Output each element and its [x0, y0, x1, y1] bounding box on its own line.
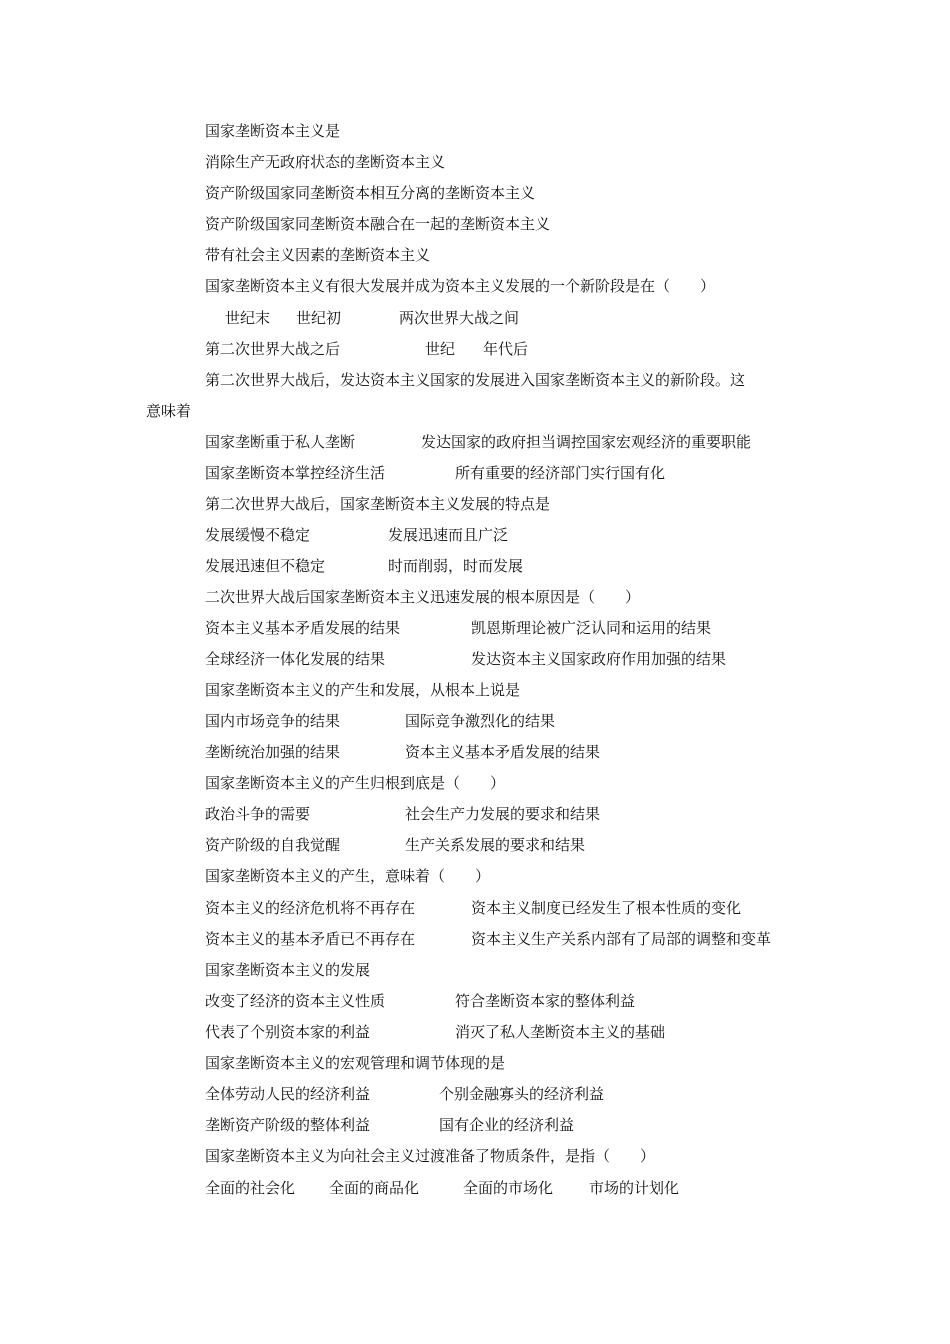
- question-stem: 国家垄断资本主义的产生归根到底是（ ）: [205, 774, 506, 792]
- option-a: 全体劳动人民的经济利益: [205, 1085, 371, 1103]
- option-b: 国有企业的经济利益: [439, 1116, 575, 1134]
- option-a: 全面的社会化: [205, 1179, 296, 1197]
- option-b: 全面的商品化: [329, 1179, 420, 1197]
- question-stem: 国家垄断资本主义的发展: [205, 961, 371, 979]
- option-b: 发达资本主义国家政府作用加强的结果: [471, 650, 727, 668]
- question-stem: 二次世界大战后国家垄断资本主义迅速发展的根本原因是（ ）: [205, 588, 641, 606]
- option-a: 全球经济一体化发展的结果: [205, 650, 386, 668]
- option-c: 全面的市场化: [463, 1179, 554, 1197]
- option-a: 改变了经济的资本主义性质: [205, 992, 386, 1010]
- option-b: 生产关系发展的要求和结果: [405, 836, 586, 854]
- option-b: 符合垄断资本家的整体利益: [455, 992, 636, 1010]
- option-b: 世纪初: [296, 309, 342, 327]
- option-a: 世纪末: [225, 309, 271, 327]
- option-a: 发展迅速但不稳定: [205, 557, 326, 575]
- question-stem: 国家垄断资本主义的产生，意味着（ ）: [205, 867, 491, 885]
- option-a: 政治斗争的需要: [205, 805, 311, 823]
- option-b: 社会生产力发展的要求和结果: [405, 805, 601, 823]
- question-stem: 国家垄断资本主义是: [205, 122, 341, 140]
- option-line: 消除生产无政府状态的垄断资本主义: [205, 153, 446, 171]
- option-a: 垄断统治加强的结果: [205, 743, 341, 761]
- option-a: 资产阶级的自我觉醒: [205, 836, 341, 854]
- option-line: 资产阶级国家同垄断资本相互分离的垄断资本主义: [205, 184, 536, 202]
- option-c: 年代后: [483, 340, 529, 358]
- option-b: 凯恩斯理论被广泛认同和运用的结果: [471, 619, 712, 637]
- question-stem: 国家垄断资本主义的宏观管理和调节体现的是: [205, 1054, 506, 1072]
- option-b: 所有重要的经济部门实行国有化: [455, 464, 666, 482]
- option-d: 市场的计划化: [589, 1179, 680, 1197]
- option-a: 代表了个别资本家的利益: [205, 1023, 371, 1041]
- option-b: 国际竞争激烈化的结果: [405, 712, 556, 730]
- option-a: 垄断资产阶级的整体利益: [205, 1116, 371, 1134]
- question-stem: 第二次世界大战后，国家垄断资本主义发展的特点是: [205, 495, 551, 513]
- question-stem: 国家垄断资本主义有很大发展并成为资本主义发展的一个新阶段是在（ ）: [205, 277, 716, 295]
- option-a: 第二次世界大战之后: [205, 340, 341, 358]
- option-b: 资本主义生产关系内部有了局部的调整和变革: [471, 930, 772, 948]
- option-a: 资本主义的经济危机将不再存在: [205, 899, 416, 917]
- option-c: 两次世界大战之间: [399, 309, 520, 327]
- option-b: 资本主义基本矛盾发展的结果: [405, 743, 601, 761]
- question-stem: 第二次世界大战后，发达资本主义国家的发展进入国家垄断资本主义的新阶段。这: [205, 371, 746, 389]
- option-b: 消灭了私人垄断资本主义的基础: [455, 1023, 666, 1041]
- option-a: 资本主义基本矛盾发展的结果: [205, 619, 401, 637]
- option-b: 资本主义制度已经发生了根本性质的变化: [471, 899, 742, 917]
- option-a: 国家垄断资本掌控经济生活: [205, 464, 386, 482]
- option-a: 国家垄断重于私人垄断: [205, 433, 356, 451]
- option-line: 带有社会主义因素的垄断资本主义: [205, 246, 431, 264]
- option-a: 国内市场竞争的结果: [205, 712, 341, 730]
- option-b: 发展迅速而且广泛: [388, 526, 509, 544]
- question-stem: 国家垄断资本主义为向社会主义过渡准备了物质条件，是指（ ）: [205, 1147, 656, 1165]
- option-b: 发达国家的政府担当调控国家宏观经济的重要职能: [421, 433, 752, 451]
- option-a: 发展缓慢不稳定: [205, 526, 311, 544]
- option-line: 资产阶级国家同垄断资本融合在一起的垄断资本主义: [205, 215, 551, 233]
- option-b: 世纪: [425, 340, 456, 358]
- option-b: 时而削弱，时而发展: [388, 557, 524, 575]
- option-b: 个别金融寡头的经济利益: [439, 1085, 605, 1103]
- question-stem: 国家垄断资本主义的产生和发展，从根本上说是: [205, 681, 521, 699]
- question-stem-continued: 意味着: [146, 402, 192, 420]
- option-a: 资本主义的基本矛盾已不再存在: [205, 930, 416, 948]
